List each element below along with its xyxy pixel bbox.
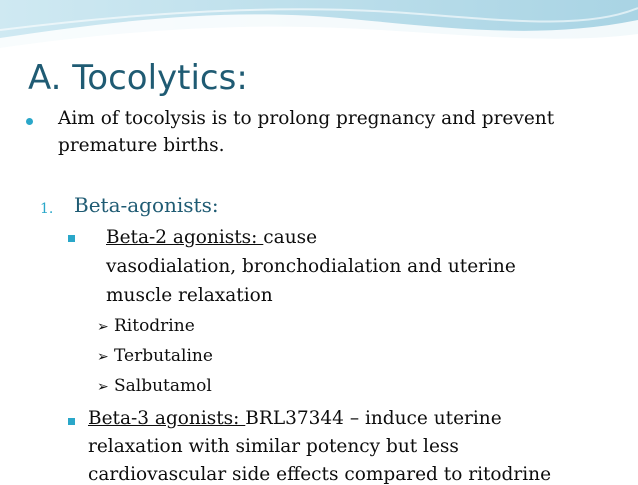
section-number: 1. bbox=[40, 201, 54, 217]
bullet-square-icon bbox=[68, 418, 75, 425]
beta3-line-2: relaxation with similar potency but less bbox=[88, 436, 459, 457]
arrow-bullet-icon: ➢ bbox=[97, 379, 109, 395]
drug-item: Salbutamol bbox=[114, 376, 212, 396]
beta2-text-1: cause bbox=[263, 227, 318, 248]
intro-line-1: Aim of tocolysis is to prolong pregnancy and prevent bbox=[58, 108, 555, 129]
beta3-line-3: cardiovascular side effects compared to ritodrine bbox=[88, 464, 552, 485]
beta2-line-2: vasodialation, bronchodialation and uterine bbox=[106, 256, 516, 277]
beta3-text-1: BRL37344 – induce uterine bbox=[245, 408, 502, 429]
slide-title: A. Tocolytics: bbox=[28, 58, 248, 98]
beta2-label: Beta-2 agonists: bbox=[106, 227, 264, 248]
arrow-bullet-icon: ➢ bbox=[97, 319, 109, 335]
bullet-dot-icon bbox=[26, 118, 33, 125]
header-decoration bbox=[0, 0, 638, 58]
beta2-line-1 bbox=[106, 227, 317, 248]
wave-decoration bbox=[0, 0, 638, 58]
beta3-label: Beta-3 agonists: bbox=[88, 408, 246, 429]
arrow-bullet-icon: ➢ bbox=[97, 349, 109, 365]
section-heading: Beta-agonists: bbox=[74, 193, 219, 217]
bullet-square-icon bbox=[68, 235, 75, 242]
drug-item: Ritodrine bbox=[114, 316, 195, 336]
beta3-line-1 bbox=[88, 408, 502, 429]
intro-line-2: premature births. bbox=[58, 135, 225, 156]
beta2-line-3: muscle relaxation bbox=[106, 285, 273, 306]
drug-item: Terbutaline bbox=[114, 346, 213, 366]
